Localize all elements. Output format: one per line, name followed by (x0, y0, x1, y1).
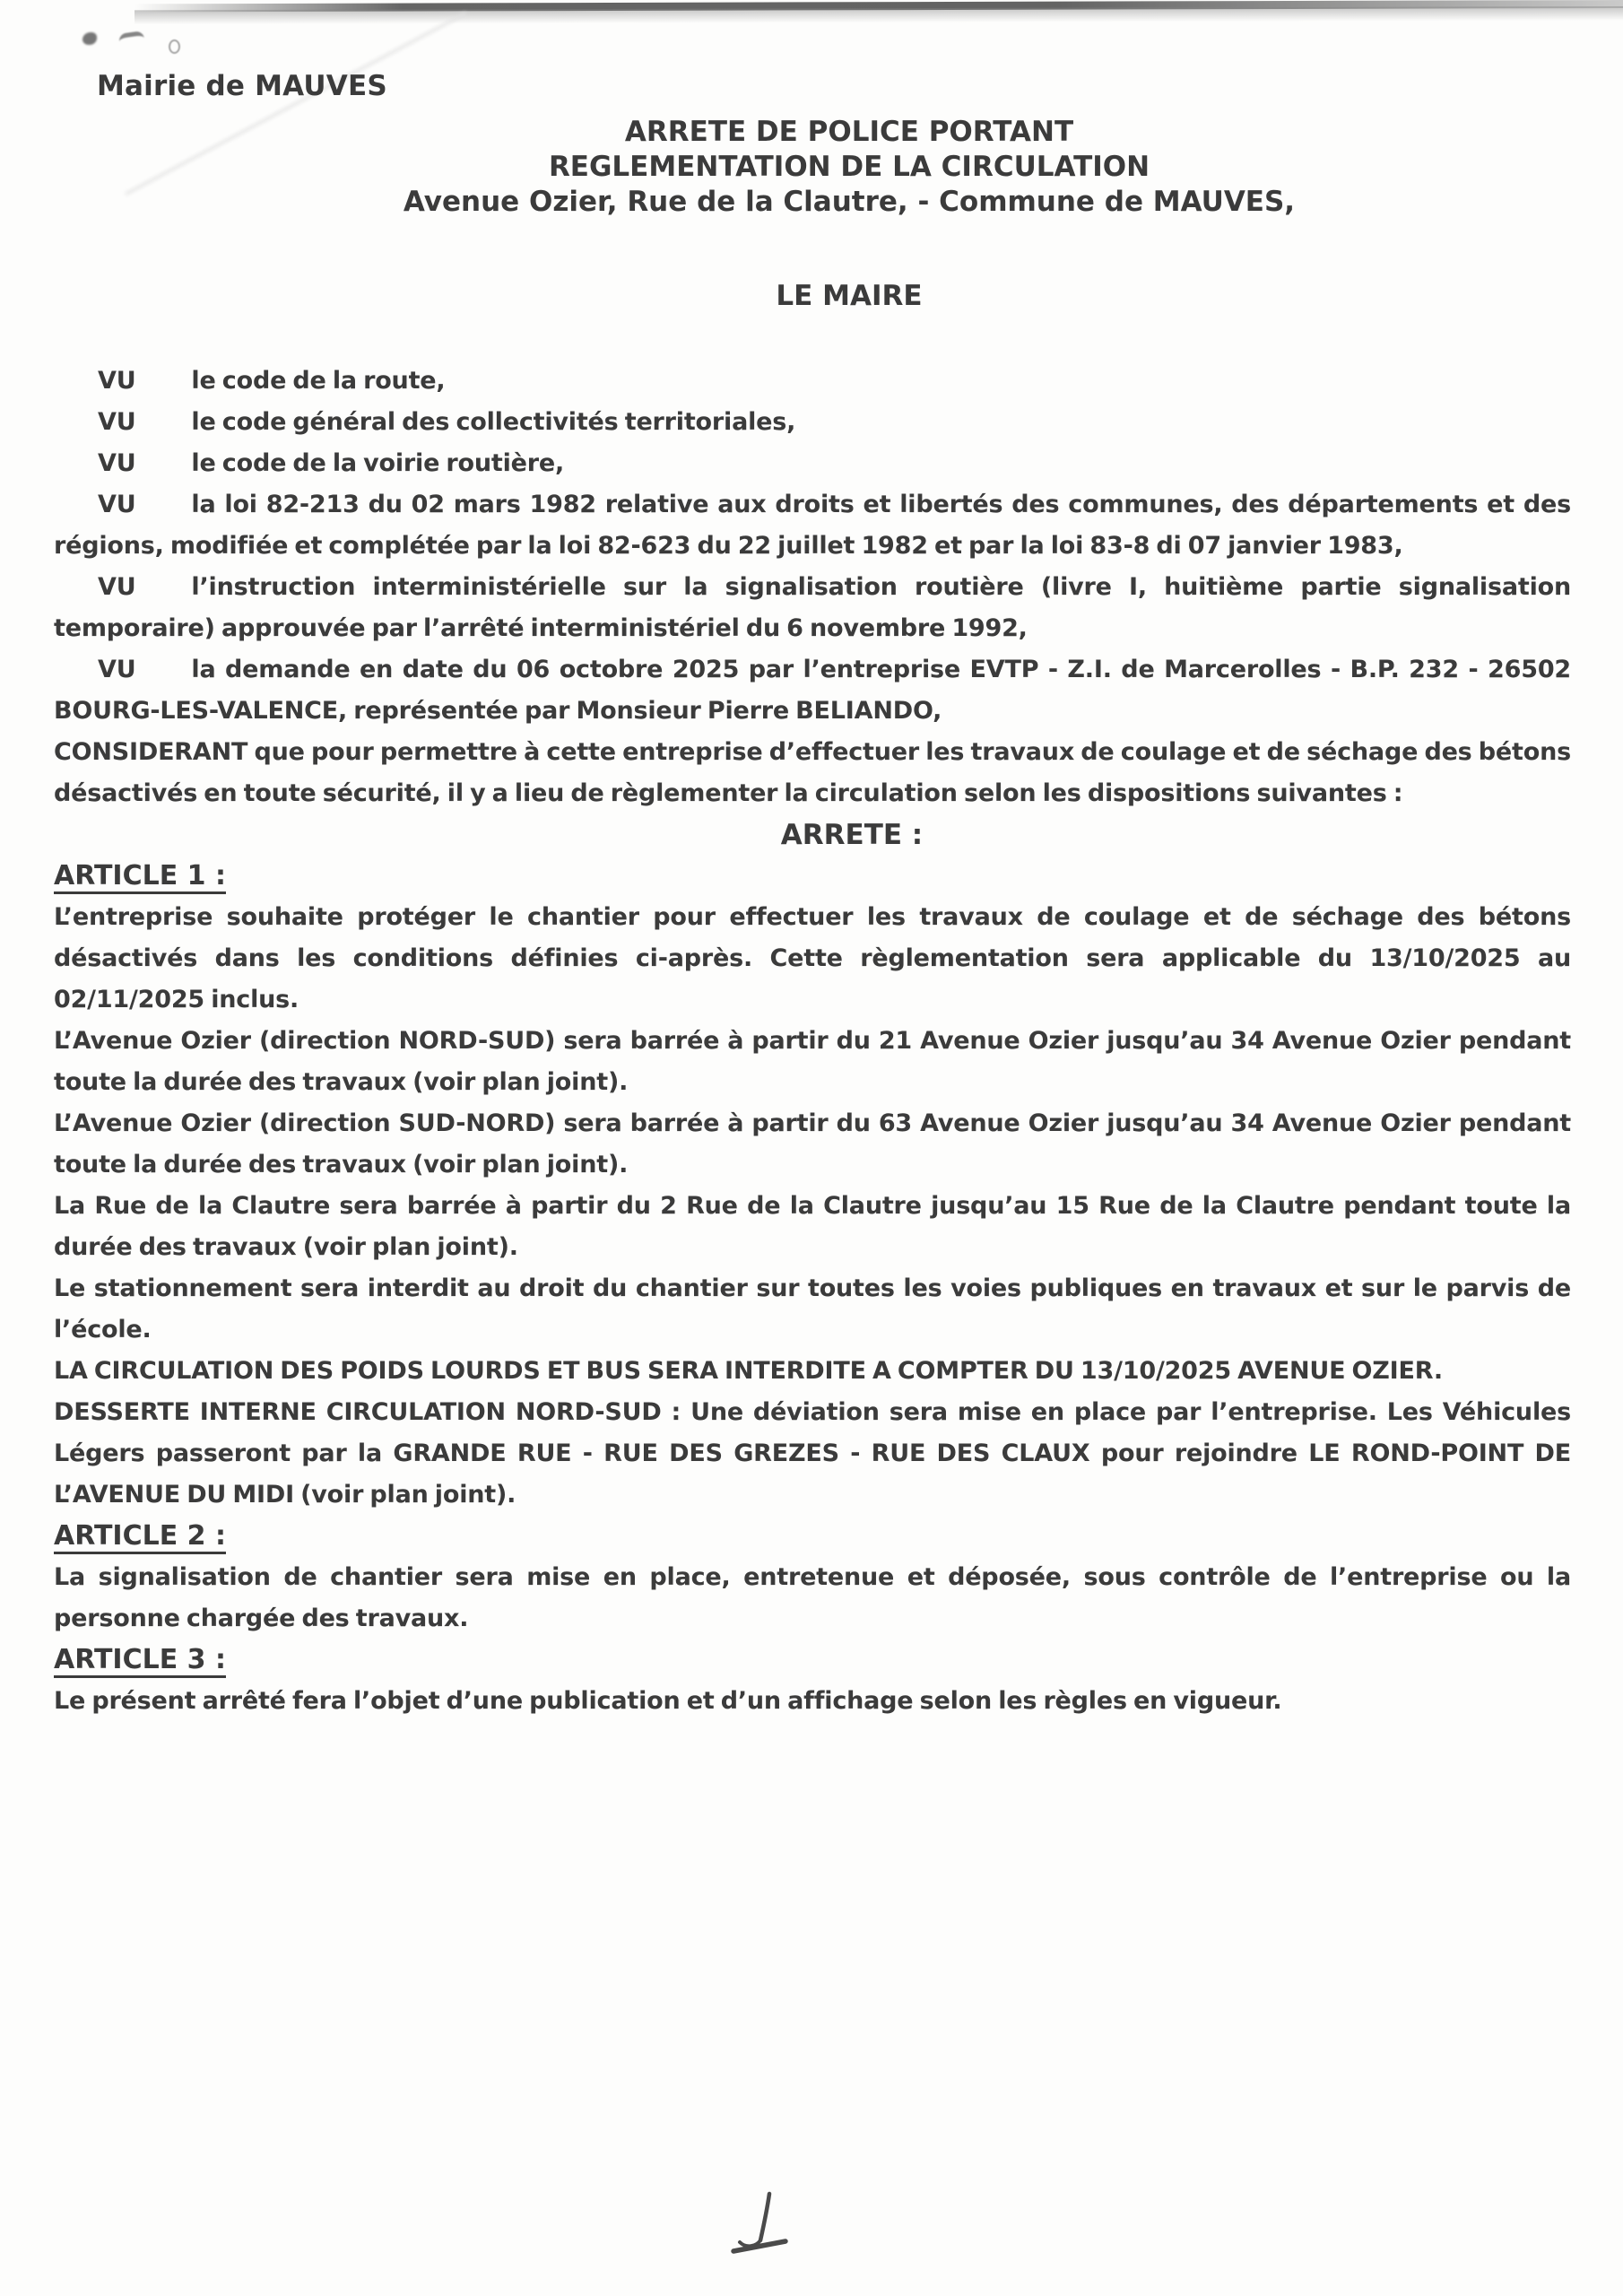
vu-item (54, 649, 1571, 732)
vu-item (54, 567, 1571, 649)
article-1-paragraph: L’Avenue Ozier (direction SUD-NORD) sera barrée à partir du 63 Avenue Ozier jusqu’au 34 Avenue Ozier pendant toute la durée des travaux (voir plan joint). (54, 1109, 1571, 1178)
vu-item (54, 361, 1571, 402)
vu-text: la loi 82-213 du 02 mars 1982 relative aux droits et libertés des communes, des départements et des régions, modifiée et complétée par la loi 82-623 du 22 juillet 1982 et par la loi 83-8 di 07 janvier 1983, (54, 491, 1571, 560)
scanner-edge-shadow-fade (135, 6, 1623, 24)
vu-label: VU (98, 491, 136, 518)
article-1-paragraph: DESSERTE INTERNE CIRCULATION NORD-SUD : Une déviation sera mise en place par l’entreprise. Les Véhicules Légers passeront par la GRANDE RUE - RUE DES GREZES - RUE DES CLAUX pour rejoindre LE ROND-POINT DE L’AVENUE DU MIDI (voir plan joint). (54, 1398, 1571, 1509)
document-title (38, 115, 1623, 220)
vu-item (54, 443, 1571, 484)
vu-label: VU (98, 656, 136, 683)
issuing-authority: Mairie de MAUVES (97, 70, 387, 102)
document-body (54, 361, 1571, 1722)
article-2-heading: ARTICLE 2 : (54, 1520, 226, 1552)
vu-text: le code de la route, (191, 367, 446, 395)
article-3-heading: ARTICLE 3 : (54, 1644, 226, 1675)
considerant-paragraph: CONSIDERANT que pour permettre à cette entreprise d’effectuer les travaux de coulage et de séchage des bétons désactivés en toute sécurité, il y a lieu de règlementer la circulation selon les dispositions suivantes : (54, 738, 1571, 807)
vu-label: VU (98, 573, 136, 601)
article-1-paragraph: Le stationnement sera interdit au droit du chantier sur toutes les voies publiques en travaux et sur le parvis de l’école. (54, 1274, 1571, 1344)
scan-smudge (82, 32, 97, 45)
article-1-paragraph: La Rue de la Clautre sera barrée à partir du 2 Rue de la Clautre jusqu’au 15 Rue de la Clautre pendant toute la durée des travaux (voir plan joint). (54, 1192, 1571, 1261)
title-line-3: Avenue Ozier, Rue de la Clautre, - Commune de MAUVES, (403, 186, 1296, 218)
vu-label: VU (98, 449, 136, 477)
scan-smudge (169, 39, 180, 54)
article-1-heading: ARTICLE 1 : (54, 860, 226, 891)
article-1-paragraph: LA CIRCULATION DES POIDS LOURDS ET BUS SERA INTERDITE A COMPTER DU 13/10/2025 AVENUE OZIER. (54, 1357, 1443, 1385)
vu-item (54, 484, 1571, 567)
vu-text: l’instruction interministérielle sur la signalisation routière (livre I, huitième partie signalisation temporaire) approuvée par l’arrêté interministériel du 6 novembre 1992, (54, 573, 1571, 642)
scan-smudge (118, 30, 145, 49)
title-line-1: ARRETE DE POLICE PORTANT (624, 116, 1074, 148)
arrete-heading: ARRETE : (780, 819, 924, 851)
title-line-2: REGLEMENTATION DE LA CIRCULATION (548, 151, 1150, 183)
article-3-paragraph: Le présent arrêté fera l’objet d’une publication et d’un affichage selon les règles en vigueur. (54, 1687, 1282, 1715)
vu-label: VU (98, 367, 136, 395)
vu-text: le code de la voirie routière, (191, 449, 565, 477)
page-number (728, 2188, 793, 2264)
article-2-paragraph: La signalisation de chantier sera mise en place, entretenue et déposée, sous contrôle de l’entreprise ou la personne chargée des travaux. (54, 1563, 1571, 1632)
vu-text: le code général des collectivités territoriales, (191, 408, 796, 436)
article-1-paragraph: L’Avenue Ozier (direction NORD-SUD) sera barrée à partir du 21 Avenue Ozier jusqu’au 34 Avenue Ozier pendant toute la durée des travaux (voir plan joint). (54, 1027, 1571, 1096)
vu-text: la demande en date du 06 octobre 2025 par l’entreprise EVTP - Z.I. de Marcerolles - B.P. 232 - 26502 BOURG-LES-VALENCE, représentée par Monsieur Pierre BELIANDO, (54, 656, 1571, 725)
vu-label: VU (98, 408, 136, 436)
authority-heading: LE MAIRE (776, 280, 923, 312)
article-1-paragraph: L’entreprise souhaite protéger le chantier pour effectuer les travaux de coulage et de séchage des bétons désactivés dans les conditions définies ci-après. Cette règlementation sera applicable du 13/10/2025 au 02/11/2025 inclus. (54, 903, 1571, 1013)
vu-item (54, 402, 1571, 443)
